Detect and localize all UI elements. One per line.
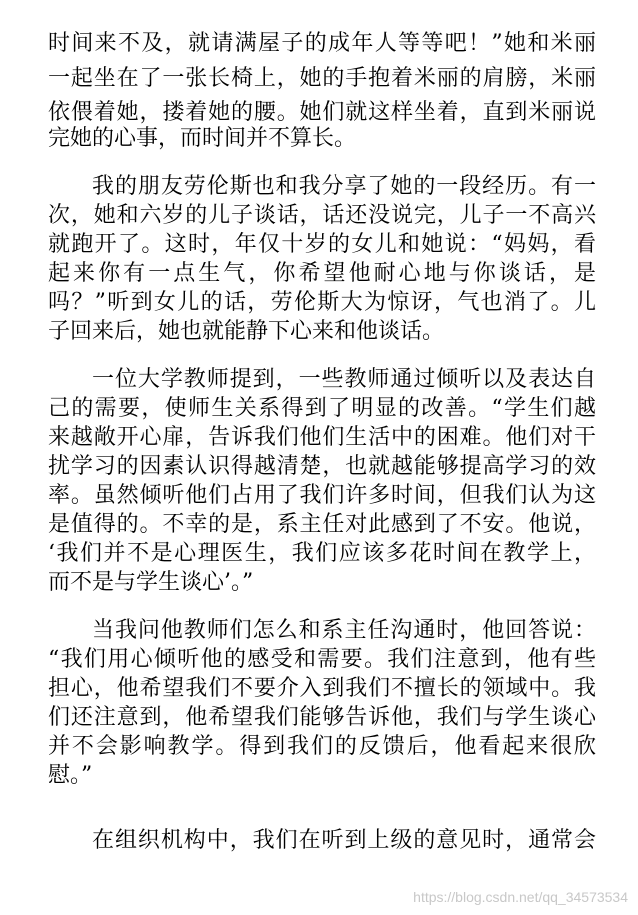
- text-line: 就跑开了。这时，年仅十岁的女儿和她说：“妈妈，看: [48, 232, 596, 257]
- text-line: ‘我们并不是心理医生，我们应该多花时间在教学上，: [48, 541, 596, 566]
- text-line: 子回来后，她也就能静下心来和他谈话。: [48, 319, 445, 344]
- text-line: 起来你有一点生气，你希望他耐心地与你谈话，是: [48, 261, 596, 286]
- text-line: 率。虽然倾听他们占用了我们许多时间，但我们认为这: [48, 483, 596, 508]
- text-line: 并不会影响教学。得到我们的反馈后，他看起来很欣: [48, 734, 596, 759]
- text-line: 吗？”听到女儿的话，劳伦斯大为惊讶，气也消了。儿: [48, 290, 596, 315]
- watermark-url: https://blog.csdn.net/qq_34573534: [413, 889, 628, 905]
- text-line: 慰。”: [48, 763, 93, 788]
- text-line: 完她的心事，而时间并不算长。: [48, 126, 357, 151]
- text-line: 己的需要，使师生关系得到了明显的改善。“学生们越: [48, 396, 596, 421]
- text-line: 当我问他教师们怎么和系主任沟通时，他回答说：: [92, 618, 596, 643]
- text-line: 是值得的。不幸的是，系主任对此感到了不安。他说，: [48, 512, 596, 537]
- text-line: 扰学习的因素认识得越清楚，也就越能够提高学习的效: [48, 454, 596, 479]
- text-line: 一位大学教师提到，一些教师通过倾听以及表达自: [92, 367, 596, 392]
- text-line: 在组织机构中，我们在听到上级的意见时，通常会: [92, 828, 596, 853]
- text-line: 我的朋友劳伦斯也和我分享了她的一段经历。有一: [92, 174, 596, 199]
- text-line: “我们用心倾听他的感受和需要。我们注意到，他有些: [48, 647, 596, 672]
- text-line: 们还注意到，他希望我们能够告诉他，我们与学生谈心: [48, 705, 596, 730]
- text-line: 一起坐在了一张长椅上，她的手抱着米丽的肩膀，米丽: [48, 66, 596, 91]
- text-line: 而不是与学生谈心’。”: [48, 570, 254, 595]
- text-line: 时间来不及，就请满屋子的成年人等等吧！”她和米丽: [48, 31, 596, 56]
- text-line: 来越敞开心扉，告诉我们他们生活中的困难。他们对干: [48, 425, 596, 450]
- text-line: 次，她和六岁的儿子谈话，话还没说完，儿子一不高兴: [48, 203, 596, 228]
- text-line: 依偎着她，搂着她的腰。她们就这样坐着，直到米丽说: [48, 100, 596, 125]
- text-line: 担心，他希望我们不要介入到我们不擅长的领域中。我: [48, 676, 596, 701]
